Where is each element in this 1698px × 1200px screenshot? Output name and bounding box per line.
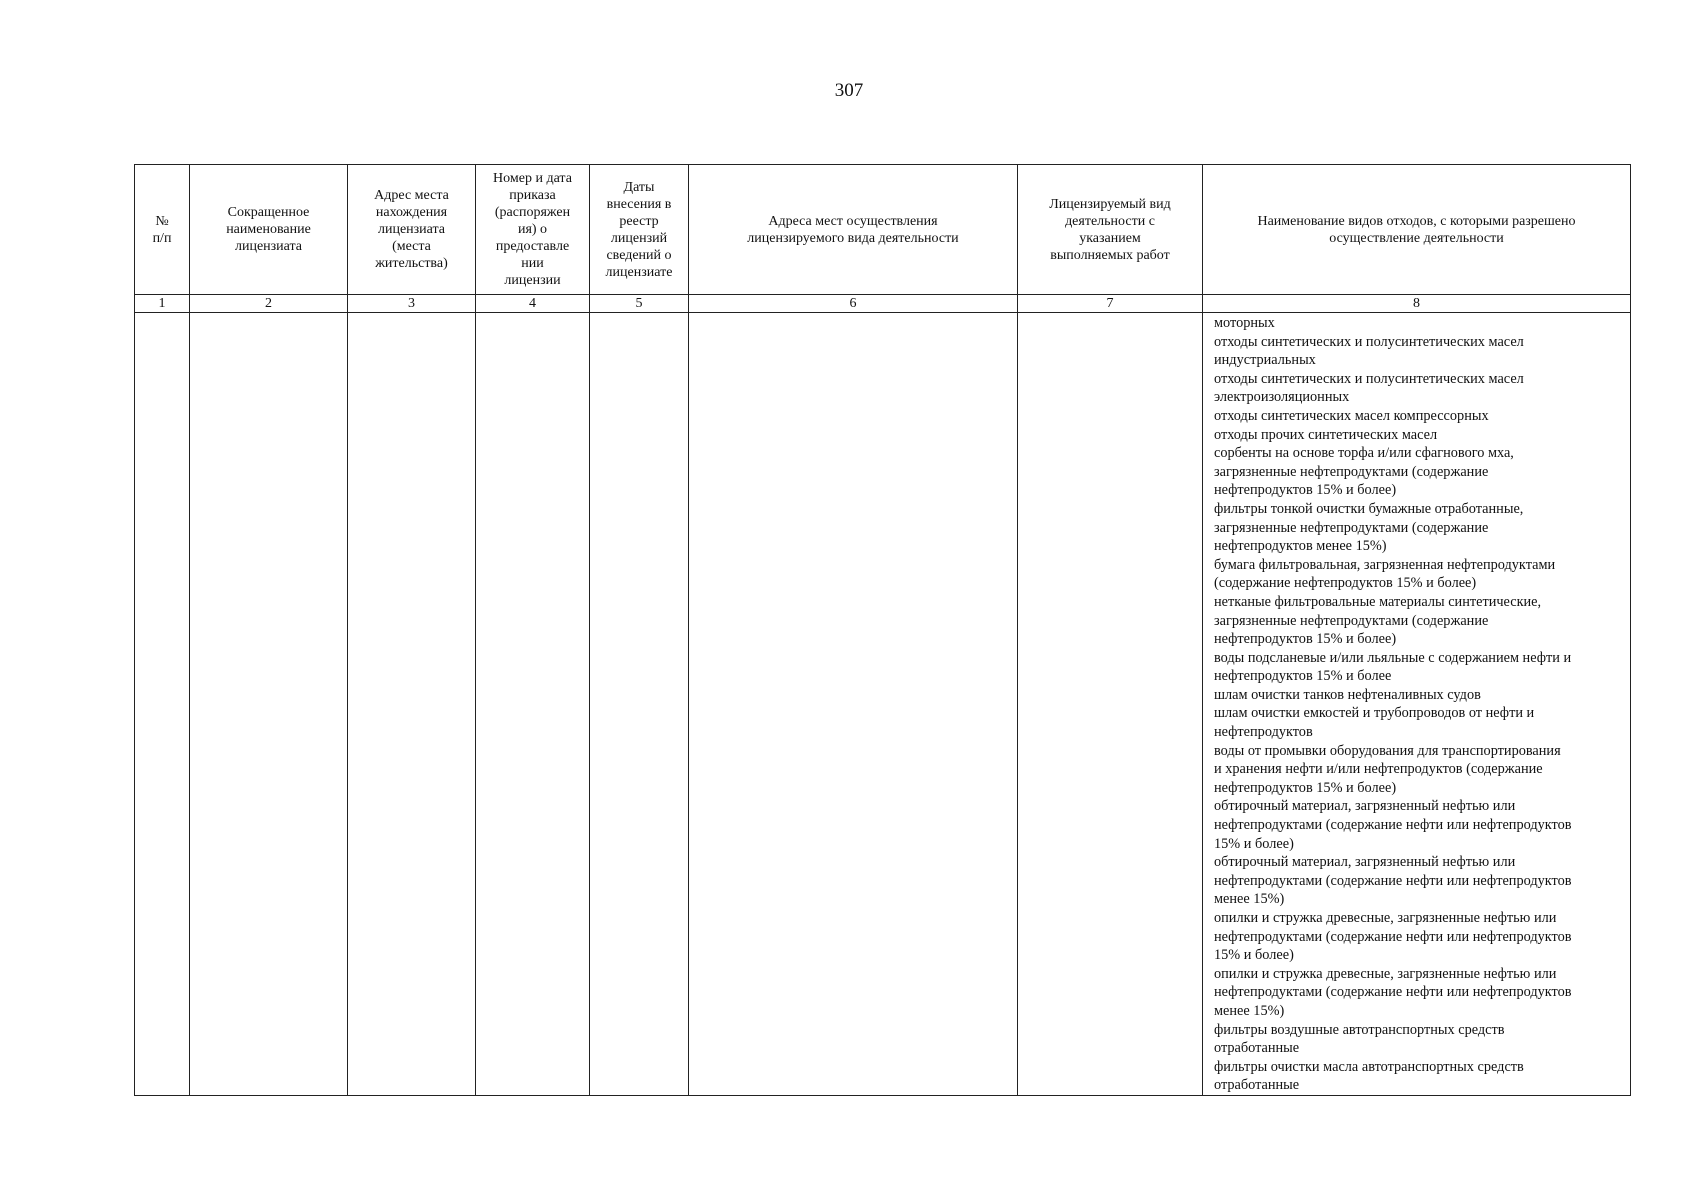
waste-text-line: фильтры тонкой очистки бумажные отработанные, <box>1214 500 1524 517</box>
licensed-activity-cell <box>1018 313 1203 1096</box>
header-text-line: осуществление деятельности <box>1329 230 1504 246</box>
header-text-line: Номер и дата <box>493 171 572 186</box>
header-text-line: лицензиате <box>605 264 673 280</box>
waste-text-line: менее 15%) <box>1214 891 1285 908</box>
activity-addresses-cell <box>689 313 1018 1096</box>
header-text-line: Наименование видов отходов, с которыми разрешено <box>1257 213 1576 229</box>
header-col-2 <box>190 165 348 295</box>
waste-text-line: нефтепродуктов 15% и более) <box>1214 631 1397 648</box>
waste-text-line: отработанные <box>1214 1077 1300 1094</box>
header-text-line: деятельности с <box>1065 213 1155 229</box>
waste-text-line: воды подсланевые и/или льяльные с содержанием нефти и <box>1214 649 1572 666</box>
page-number: 307 <box>834 80 864 101</box>
waste-text-line: индустриальных <box>1214 352 1316 369</box>
column-number: 1 <box>135 295 190 313</box>
waste-text-line: загрязненные нефтепродуктами (содержание <box>1214 463 1489 480</box>
waste-text-line: нетканые фильтровальные материалы синтетические, <box>1214 593 1542 610</box>
column-number-row <box>135 295 1631 313</box>
header-text-line: нахождения <box>375 205 448 220</box>
header-text-line: приказа <box>509 188 556 203</box>
header-col-4 <box>476 165 590 295</box>
waste-text-line: моторных <box>1214 315 1275 331</box>
header-text-line: (места <box>392 239 431 254</box>
waste-text-line: (содержание нефтепродуктов 15% и более) <box>1214 575 1477 592</box>
waste-text-line: фильтры очистки масла автотранспортных средств <box>1214 1058 1524 1075</box>
header-text-line: (распоряжен <box>494 205 571 220</box>
waste-text-line: опилки и стружка древесные, загрязненные нефтью или <box>1214 910 1557 926</box>
header-row <box>135 165 1631 295</box>
waste-text-line: воды от промывки оборудования для транспортирования <box>1214 742 1561 759</box>
waste-text-line: бумага фильтровальная, загрязненная нефтепродуктами <box>1214 556 1556 573</box>
column-number: 5 <box>590 295 689 313</box>
header-text-line: лицензий <box>610 230 668 246</box>
waste-text-line: загрязненные нефтепродуктами (содержание <box>1214 519 1489 536</box>
waste-text-line: отходы синтетических и полусинтетических масел <box>1214 333 1524 350</box>
waste-text-line: отходы синтетических и полусинтетических масел <box>1214 370 1524 387</box>
licensee-name-cell <box>190 313 348 1096</box>
header-col-8 <box>1203 165 1631 295</box>
waste-text-line: нефтепродуктами (содержание нефти или нефтепродуктов <box>1214 928 1572 945</box>
waste-text-line: опилки и стружка древесные, загрязненные нефтью или <box>1214 965 1557 982</box>
column-number: 2 <box>190 295 348 313</box>
header-col-6 <box>689 165 1018 295</box>
header-text-line: Адрес места <box>374 188 449 203</box>
header-text-line: Лицензируемый вид <box>1049 196 1171 212</box>
header-text-line: Адреса мест осуществления <box>768 213 938 229</box>
waste-text-line: нефтепродуктов <box>1214 724 1313 741</box>
waste-text-line: нефтепродуктов 15% и более <box>1214 668 1392 685</box>
header-text-line: выполняемых работ <box>1050 247 1170 263</box>
waste-text-line: нефтепродуктов 15% и более) <box>1214 779 1397 796</box>
row-number-cell <box>135 313 190 1096</box>
header-text-line: указанием <box>1079 230 1141 246</box>
header-text-line: наименование <box>226 222 311 237</box>
header-text-line: Сокращенное <box>227 205 310 220</box>
waste-text-line: нефтепродуктов менее 15%) <box>1214 538 1387 555</box>
header-text-line: сведений о <box>606 247 672 263</box>
waste-text-line: нефтепродуктами (содержание нефти или нефтепродуктов <box>1214 872 1572 889</box>
licensee-address-cell <box>348 313 476 1096</box>
header-text-line: № <box>155 213 169 229</box>
header-text-line: реестр <box>619 213 659 229</box>
header-text-line: предоставле <box>495 239 570 254</box>
waste-text-line: электроизоляционных <box>1214 389 1350 406</box>
table-row <box>135 313 1631 1096</box>
waste-text-line: 15% и более) <box>1214 947 1294 964</box>
column-number: 8 <box>1203 295 1631 313</box>
header-text-line: лицензии <box>504 273 561 288</box>
header-text-line: лицензиата <box>234 239 303 254</box>
waste-text-line: сорбенты на основе торфа и/или сфагнового мха, <box>1214 445 1514 462</box>
waste-text-line: отходы синтетических масел компрессорных <box>1214 407 1489 424</box>
waste-text-line: нефтепродуктами (содержание нефти или нефтепродуктов <box>1214 817 1572 834</box>
header-text-line: нии <box>521 256 544 271</box>
waste-text-line: отработанные <box>1214 1040 1300 1057</box>
waste-text-line: фильтры воздушные автотранспортных средств <box>1214 1021 1505 1038</box>
header-text-line: лицензиата <box>377 222 446 237</box>
header-col-1 <box>135 165 190 295</box>
header-col-3 <box>348 165 476 295</box>
header-text-line: лицензируемого вида деятельности <box>747 230 959 246</box>
waste-text-line: шлам очистки танков нефтеналивных судов <box>1214 686 1481 703</box>
waste-text-line: отходы прочих синтетических масел <box>1214 426 1438 443</box>
waste-text-line: менее 15%) <box>1214 1002 1285 1019</box>
waste-text-line: шлам очистки емкостей и трубопроводов от нефти и <box>1214 705 1535 722</box>
waste-text-line: загрязненные нефтепродуктами (содержание <box>1214 612 1489 629</box>
column-number: 6 <box>689 295 1018 313</box>
license-registry-table <box>134 164 1631 1096</box>
header-text-line: жительства) <box>375 256 448 271</box>
order-number-date-cell <box>476 313 590 1096</box>
waste-text-line: обтирочный материал, загрязненный нефтью или <box>1214 854 1516 871</box>
waste-text-line: нефтепродуктами (содержание нефти или нефтепродуктов <box>1214 984 1572 1001</box>
waste-text-line: нефтепродуктов 15% и более) <box>1214 482 1397 499</box>
column-number: 7 <box>1018 295 1203 313</box>
header-col-7 <box>1018 165 1203 295</box>
header-col-5 <box>590 165 689 295</box>
waste-text-line: обтирочный материал, загрязненный нефтью или <box>1214 798 1516 815</box>
header-text-line: Даты <box>623 179 655 195</box>
waste-types-cell <box>1203 313 1631 1096</box>
column-number: 3 <box>348 295 476 313</box>
column-number: 4 <box>476 295 590 313</box>
registry-dates-cell <box>590 313 689 1096</box>
header-text-line: ия) о <box>517 222 548 237</box>
header-text-line: внесения в <box>606 196 672 212</box>
waste-text-line: 15% и более) <box>1214 835 1294 852</box>
waste-text-line: и хранения нефти и/или нефтепродуктов (содержание <box>1214 761 1543 778</box>
header-text-line: п/п <box>152 230 172 246</box>
